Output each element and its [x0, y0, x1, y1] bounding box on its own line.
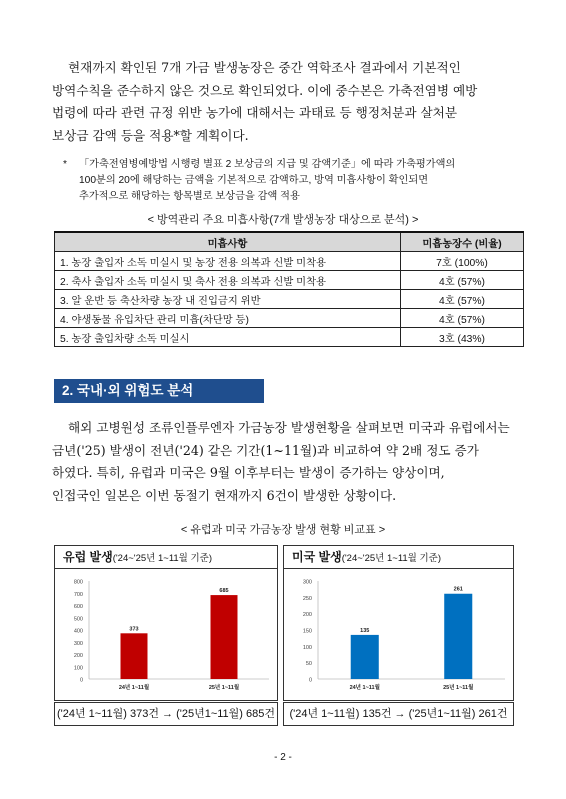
deficiency-item: 1. 농장 출입자 소독 미실시 및 농장 전용 의복과 신발 미착용: [55, 252, 401, 271]
us-y-tick-label: 300: [302, 579, 312, 586]
europe-chart-panel: [54, 545, 278, 701]
us-y-tick-label: 100: [302, 644, 312, 651]
europe-y-tick-label: 100: [73, 665, 83, 672]
europe-summary: ('24년 1~11월) 373건 → ('25년1~11월) 685건: [54, 702, 278, 726]
europe-category-label: 24년 1~11월: [118, 685, 150, 691]
section-title: 2. 국내·외 위험도 분석: [54, 379, 264, 403]
intro-line: 현재까지 확인된 7개 가금 발생농장은 중간 역학조사 결과에서 기본적인: [68, 60, 461, 75]
page-number: - 2 -: [274, 752, 292, 763]
footnote-line: 100분의 20에 해당하는 금액을 기본적으로 감액하고, 방역 미흡사항이 확인되면: [79, 175, 429, 186]
farm-count: 3호 (43%): [401, 328, 524, 347]
table-row: [55, 328, 524, 347]
deficiency-item: 2. 축사 출입자 소독 미실시 및 축사 전용 의복과 신발 미착용: [55, 271, 401, 290]
us-chart-panel: [283, 545, 514, 701]
europe-y-tick-label: 0: [79, 677, 83, 684]
us-chart-subtitle: ('24~'25년 1~11월 기준): [341, 553, 442, 564]
us-bar: [444, 594, 472, 679]
us-chart-header: [284, 546, 513, 569]
europe-y-tick-label: 700: [73, 591, 83, 598]
us-y-tick-label: 150: [302, 628, 312, 635]
us-chart-title: 미국 발생: [292, 550, 342, 564]
body-line: 하였다. 특히, 유럽과 미국은 9월 이후부터는 발생이 증가하는 양상이며,: [52, 465, 445, 480]
us-y-tick-label: 200: [302, 612, 312, 619]
footnote-marker: *: [63, 159, 67, 170]
europe-bar-chart: [55, 569, 277, 699]
intro-line: 방역수칙을 준수하지 않은 것으로 확인되었다. 이에 중수본은 가축전염병 예방: [52, 82, 478, 98]
table-row: [55, 252, 524, 271]
intro-paragraph: [52, 57, 522, 147]
deficiency-table: [54, 231, 524, 347]
column-header: 미흡사항: [55, 232, 401, 252]
us-y-tick-label: 50: [305, 661, 312, 668]
farm-count: 4호 (57%): [401, 271, 524, 290]
europe-bar: [121, 633, 148, 679]
europe-y-tick-label: 800: [73, 579, 83, 586]
us-y-tick-label: 0: [308, 677, 312, 684]
europe-data-label: 685: [219, 588, 229, 595]
table-caption: < 방역관리 주요 미흡사항(7개 발생농장 대상으로 분석) >: [147, 214, 419, 226]
farm-count: 4호 (57%): [401, 309, 524, 328]
europe-bar: [211, 595, 238, 679]
us-bar: [351, 635, 379, 679]
us-category-label: 25년 1~11월: [443, 685, 474, 691]
body-line: 인접국인 일본은 이번 동절기 현재까지 6건이 발생한 상황이다.: [52, 487, 397, 503]
intro-line: 법령에 따라 관련 규정 위반 농가에 대해서는 과태료 등 행정처분과 살처분: [52, 105, 457, 120]
body-line: 해외 고병원성 조류인플루엔자 가금농장 발생현황을 살펴보면 미국과 유럽에서는: [68, 420, 510, 435]
body-line: 금년('25) 발생이 전년('24) 같은 기간(1~11월)과 비교하여 약 2배 정도 증가: [52, 442, 479, 458]
us-bar-chart: [284, 569, 513, 699]
chart-caption: < 유럽과 미국 가금농장 발생 현황 비교표 >: [180, 524, 386, 536]
footnote-line: 추가적으로 해당하는 항목별로 보상금을 감액 적용: [79, 191, 300, 202]
europe-chart-subtitle: ('24~'25년 1~11월 기준): [112, 553, 213, 564]
column-header: 미흡농장수 (비율): [401, 232, 524, 252]
europe-data-label: 373: [129, 626, 139, 633]
farm-count: 7호 (100%): [401, 252, 524, 271]
footnote: [63, 157, 527, 205]
table-row: [55, 290, 524, 309]
europe-y-tick-label: 200: [73, 653, 83, 659]
intro-line: 보상금 감액 등을 적용*할 계획이다.: [52, 127, 249, 143]
risk-paragraph: [52, 417, 522, 507]
europe-category-label: 25년 1~11월: [208, 685, 240, 691]
europe-chart-header: [55, 546, 277, 569]
us-data-label: 261: [453, 586, 463, 593]
footnote-line: 「가축전염병예방법 시행령 별표 2 보상금의 지급 및 감액기준」에 따라 가축평가액의: [79, 159, 456, 170]
deficiency-item: 5. 농장 출입차량 소독 미실시: [55, 328, 401, 347]
farm-count: 4호 (57%): [401, 290, 524, 309]
europe-chart-title: 유럽 발생: [63, 550, 113, 564]
deficiency-item: 3. 알 운반 등 축산차량 농장 내 진입금지 위반: [55, 290, 401, 309]
table-row: [55, 271, 524, 290]
us-summary: ('24년 1~11월) 135건 → ('25년1~11월) 261건: [283, 702, 514, 726]
europe-y-tick-label: 400: [73, 628, 83, 635]
us-data-label: 135: [360, 627, 370, 634]
table-header-row: [55, 232, 524, 252]
us-category-label: 24년 1~11월: [349, 685, 380, 691]
table-row: [55, 309, 524, 328]
europe-y-tick-label: 600: [73, 604, 83, 610]
europe-y-tick-label: 500: [73, 616, 83, 623]
deficiency-item: 4. 야생동물 유입차단 관리 미흡(차단망 등): [55, 309, 401, 328]
us-y-tick-label: 250: [302, 595, 312, 602]
europe-y-tick-label: 300: [73, 640, 83, 647]
